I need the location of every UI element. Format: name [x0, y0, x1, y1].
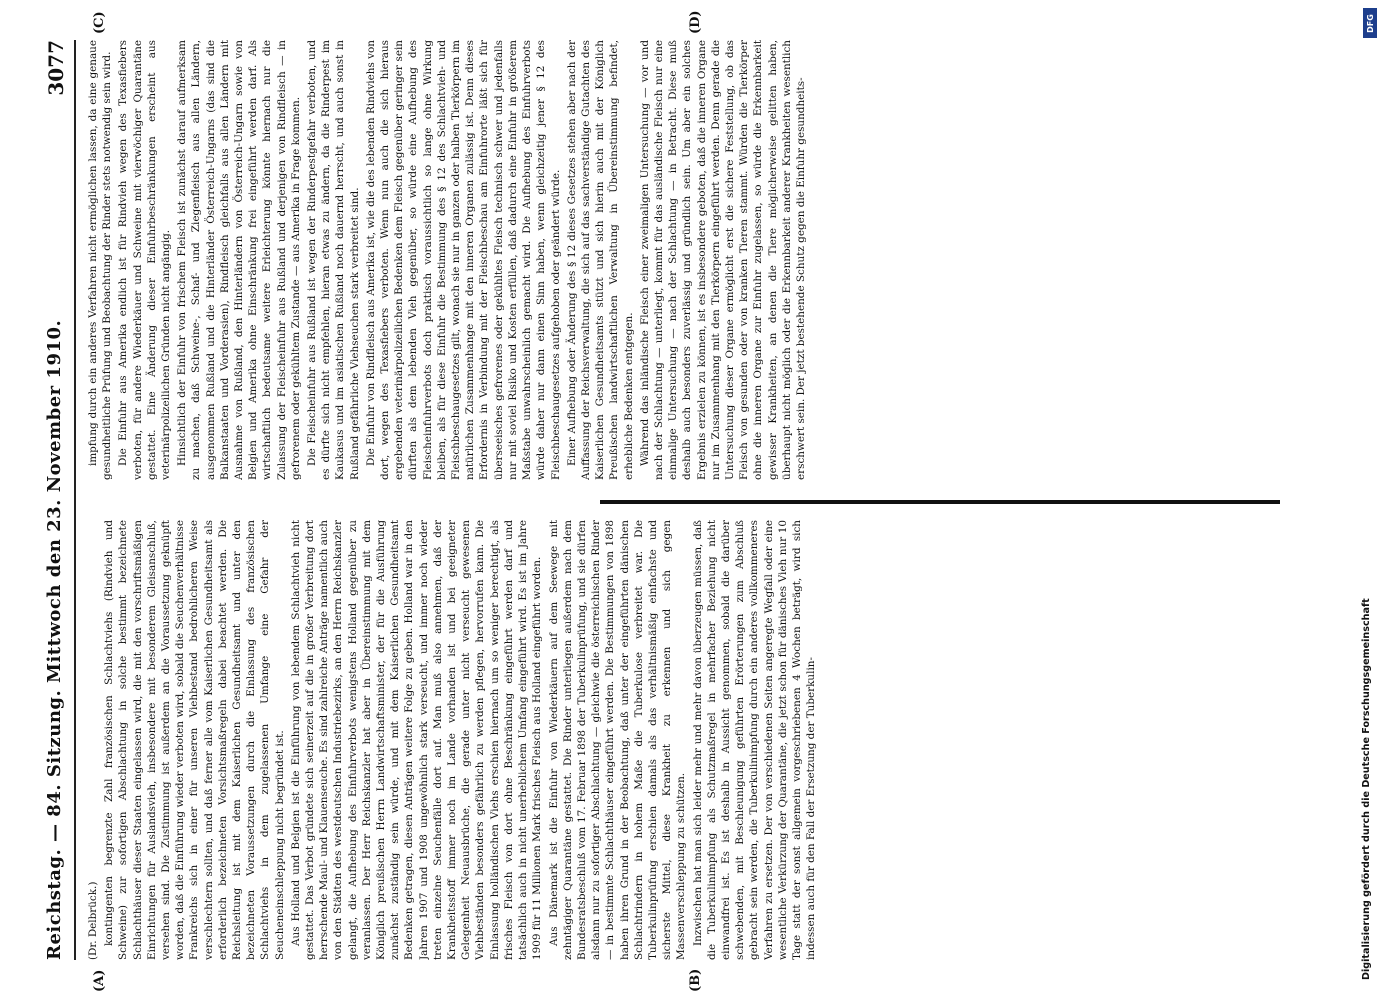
paragraph: Die Einfuhr aus Amerika endlich ist für Rindvieh wegen des Texasfiebers verboten, für andere Wiederkäuer und Schweine mit vierwöchiger Quarantäne gestattet. Eine Änderung dieser Einfuhrbeschränkungen erscheint aus veterinärpolizeilichen Gründen nicht angängig.	[117, 40, 173, 480]
page-number: 3077	[44, 40, 68, 96]
left-column	[86, 520, 1276, 960]
dfg-logo-text: DFG	[1365, 13, 1375, 33]
right-column	[86, 40, 1276, 480]
paragraph: Hinsichtlich der Einfuhr von frischem Fleisch ist zunächst darauf aufmerksam zu machen, daß Schweine-, Schaf- und Ziegenfleisch aus allen Ländern, ausgenommen Rußland und die Hinterländer Österreich-Ungarns (das sind die Balkanstaaten und Vorderasien), Rindfleisch gleichfalls aus allen Ländern mit Ausnahme von Rußland, den Hinterländern von Österreich-Ungarn sowie von Belgien und Amerika ohne Einschränkung frei eingeführt werden darf. Als wirtschaftlich bedeutsame weitere Erleichterung könnte hiernach nur die Zulassung der Fleischeinfuhr aus Rußland und derjenigen von Rindfleisch — in gefrorenem oder gekühltem Zustande — aus Amerika in Frage kommen.	[176, 40, 302, 480]
page-header	[40, 40, 76, 960]
margin-mark-b: (B)	[688, 968, 703, 992]
running-head: Reichstag. — 84. Sitzung. Mittwoch den 23. November 1910.	[44, 319, 65, 960]
paragraph: Während das inländische Fleisch einer zweimaligen Untersuchung — vor und nach der Schlachtung — unterliegt, kommt für das ausländische Fleisch nur eine einmalige Untersuchung — nach der Schlachtung — in Betracht. Diese muß deshalb auch besonders zuverlässig und gründlich sein. Um aber ein solches Ergebnis erzielen zu können, ist es insbesondere geboten, daß die inneren Organe nur im Zusammenhang mit den Tierkörpern eingeführt werden. Denn gerade die Untersuchung dieser Organe ermöglicht erst die sichere Feststellung, ob das Fleisch von gesunden oder von kranken Tieren stammt. Würden die Tierkörper ohne die inneren Organe zur Einfuhr zugelassen, so würde die Erkennbarkeit gewisser Krankheiten, an denen die Tiere möglicherweise gelitten haben, überhaupt nicht möglich oder die Erkennbarkeit anderer Krankheiten wesentlich erschwert sein. Der jetzt bestehende Schutz gegen die Einfuhr gesundheits-	[638, 40, 807, 480]
paragraph: Aus Dänemark ist die Einfuhr von Wiederkäuern auf dem Seewege mit zehntägiger Quarantäne gestattet. Die Rinder unterliegen außerdem nach dem Bundesratsbeschluß vom 17. Februar 1898 der Tuberkulinprüfung, und sie dürfen alsdann nur zu sofortiger Abschlachtung — gleichwie die österreichischen Rinder — in bestimmte Schlachthäuser eingeführt werden. Die Bestimmungen von 1898 haben ihren Grund in der Beobachtung, daß unter der eingeführten dänischen Schlachtrindern in hohem Maße die Tuberkulose verbreitet war. Die Tuberkulinprüfung erschien damals als das verhältnismäßig einfachste und sicherste Mittel, diese Krankheit zu erkennen und sich gegen Massenverschleppung zu schützen.	[547, 520, 688, 960]
paragraph: kontingenten begrenzte Zahl französischen Schlachtviehs (Rindvieh und Schweine) zur sofortigen Abschlachtung in solche bestimmt bezeichnete Schlachthäuser dieser Staaten eingelassen wird, die mit den vorschriftsmäßigen Einrichtungen für Auslandsvieh, insbesondere mit besonderem Gleisanschluß, versehen sind. Die Zustimmung ist außerdem an die Voraussetzung geknüpft worden, daß die Einführung wieder verboten wird, sobald die Seuchenverhältnisse Frankreichs sich in einer für unseren Viehbestand bedrohlicheren Weise verschlechtern sollten, und daß ferner alle vom Kaiserlichen Gesundheitsamt als erforderlich bezeichneten Vorsichtsmaßregeln dabei beachtet werden. Die Reichsleitung ist mit dem Kaiserlichen Gesundheitsamt und unter den bezeichneten Voraussetzungen durch die Einlassung des französischen Schlachtviehs in dem zugelassenen Umfange eine Gefahr der Seucheneinschleppung nicht begründet ist.	[103, 520, 286, 960]
speaker-label: (Dr. Delbrück.)	[87, 881, 99, 960]
paragraph: Aus Holland und Belgien ist die Einführung von lebendem Schlachtvieh nicht gestattet. Das Verbot gründete sich seinerzeit auf die in großer Verbreitung dort herrschende Maul- und Klauenseuche. Es sind zahlreiche Anträge namentlich auch von den Städten des westdeutschen Industriebezirks, an den Herrn Reichskanzler gelangt, die Aufhebung des Einfuhrverbots wenigstens Holland gegenüber zu veranlassen. Der Herr Reichskanzler hat aber in Übereinstimmung mit dem Königlich preußischen Herrn Landwirtschaftsminister, der für die Ausführung zunächst zuständig sein würde, und mit dem Kaiserlichen Gesundheitsamt Bedenken getragen, diesen Anträgen weitere Folge zu geben. Holland war in den Jahren 1907 und 1908 ungewöhnlich stark verseucht, und immer noch wieder treten einzelne Seuchenfälle dort auf. Man muß also annehmen, daß der Krankheitsstoff immer noch im Lande vorhanden ist und bei geeigneter Gelegenheit Neuausbrüche, die gerade unter nicht verseucht gewesenen Viehbeständen besonders gefährlich zu werden pflegen, hervorrufen kann. Die Einlassung holländischen Viehs erschien hiernach um so weniger berechtigt, als frisches Fleisch von dort ohne Beschränkung eingeführt werden darf und tatsächlich auch in nicht unerheblichem Umfang eingeführt wird. Es ist im Jahre 1909 für 11 Millionen Mark frisches Fleisch aus Holland eingeführt worden.	[289, 520, 544, 960]
paragraph: Einer Aufhebung oder Änderung des § 12 dieses Gesetzes stehen aber nach der Auffassung der Reichsverwaltung, die sich auf das sachverständige Gutachten des Kaiserlichen Gesundheitsamts stützt und sich hierin auch mit der Königlich Preußischen landwirtschaftlichen Verwaltung in Übereinstimmung befindet, erhebliche Bedenken entgegen.	[565, 40, 635, 480]
digitization-note-text: Digitalisierung gefördert durch die Deutsche Forschungsgemeinschaft	[1361, 598, 1372, 980]
margin-mark-a: (A)	[92, 969, 107, 992]
paragraph: impfung durch ein anderes Verfahren nicht ermöglichen lassen, da eine genaue gesundheitliche Prüfung und Beobachtung der Rinder stets notwendig sein wird.	[87, 40, 114, 480]
paragraph: Die Fleischeinfuhr aus Rußland ist wegen der Rinderpestgefahr verboten, und es dürfte sich nicht empfehlen, hieran etwas zu ändern, da die Rinderpest im Kaukasus und im asiatischen Rußland noch dauernd herrscht, und auch sonst in Rußland gefährliche Viehseuchen stark verbreitet sind.	[306, 40, 361, 480]
margin-mark-d: (D)	[688, 10, 703, 34]
margin-mark-c: (C)	[92, 11, 107, 34]
paragraph: Inzwischen hat man sich leider mehr und mehr davon überzeugen müssen, daß die Tuberkulinimpfung als Schutzmaßregel in mehrfacher Beziehung nicht einwandfrei ist. Es ist deshalb in Aussicht genommen, sobald die darüber schwebenden, mit Beschleunigung geführten Erörterungen zum Abschluß gebracht sein werden, die Tuberkulinimpfung durch ein anderes vollkommeneres Verfahren zu ersetzen. Der von verschiedenen Seiten angeregte Wegfall oder eine wesentliche Verkürzung der Quarantäne, die jetzt schon für dänisches Vieh nur 10 Tage statt der sonst allgemein vorgeschriebenen 4 Wochen beträgt, wird sich indessen auch für den Fall der Ersetzung der Tuberkulin-	[691, 520, 818, 960]
paragraph: Die Einfuhr von Rindfleisch aus Amerika ist, wie die des lebenden Rindviehs von dort, wegen des Texasfiebers verboten. Wenn nun auch die sich hieraus ergebenden veterinärpolizeilichen Bedenken dem Fleisch gegenüber geringer sein dürften als dem lebenden Vieh gegenüber, so würde eine Aufhebung des Fleischeinfuhrverbots doch praktisch voraussichtlich so lange ohne Wirkung bleiben, als für diese Einfuhr die Bestimmung des § 12 des Schlachtvieh- und Fleischbeschaugesetzes gilt, wonach sie nur in ganzen oder halben Tierkörpern im natürlichen Zusammenhange mit den inneren Organen zulässig ist. Denn dieses Erfordernis in Verbindung mit der Fleischbeschau am Einfuhrorte läßt sich für überseeisches gefrorenes oder gekühltes Fleisch technisch schwer und jedenfalls nur mit soviel Risiko und Kosten erfüllen, daß dadurch eine Einfuhr in größerem Maßstabe unwahrscheinlich gemacht wird. Die Aufhebung des Einfuhrverbots würde daher nur dann einen Sinn haben, wenn gleichzeitig jener § 12 des Fleischbeschaugesetzes aufgehoben oder geändert würde.	[364, 40, 562, 480]
column-divider	[600, 500, 1280, 504]
digitization-note	[1357, 10, 1379, 990]
